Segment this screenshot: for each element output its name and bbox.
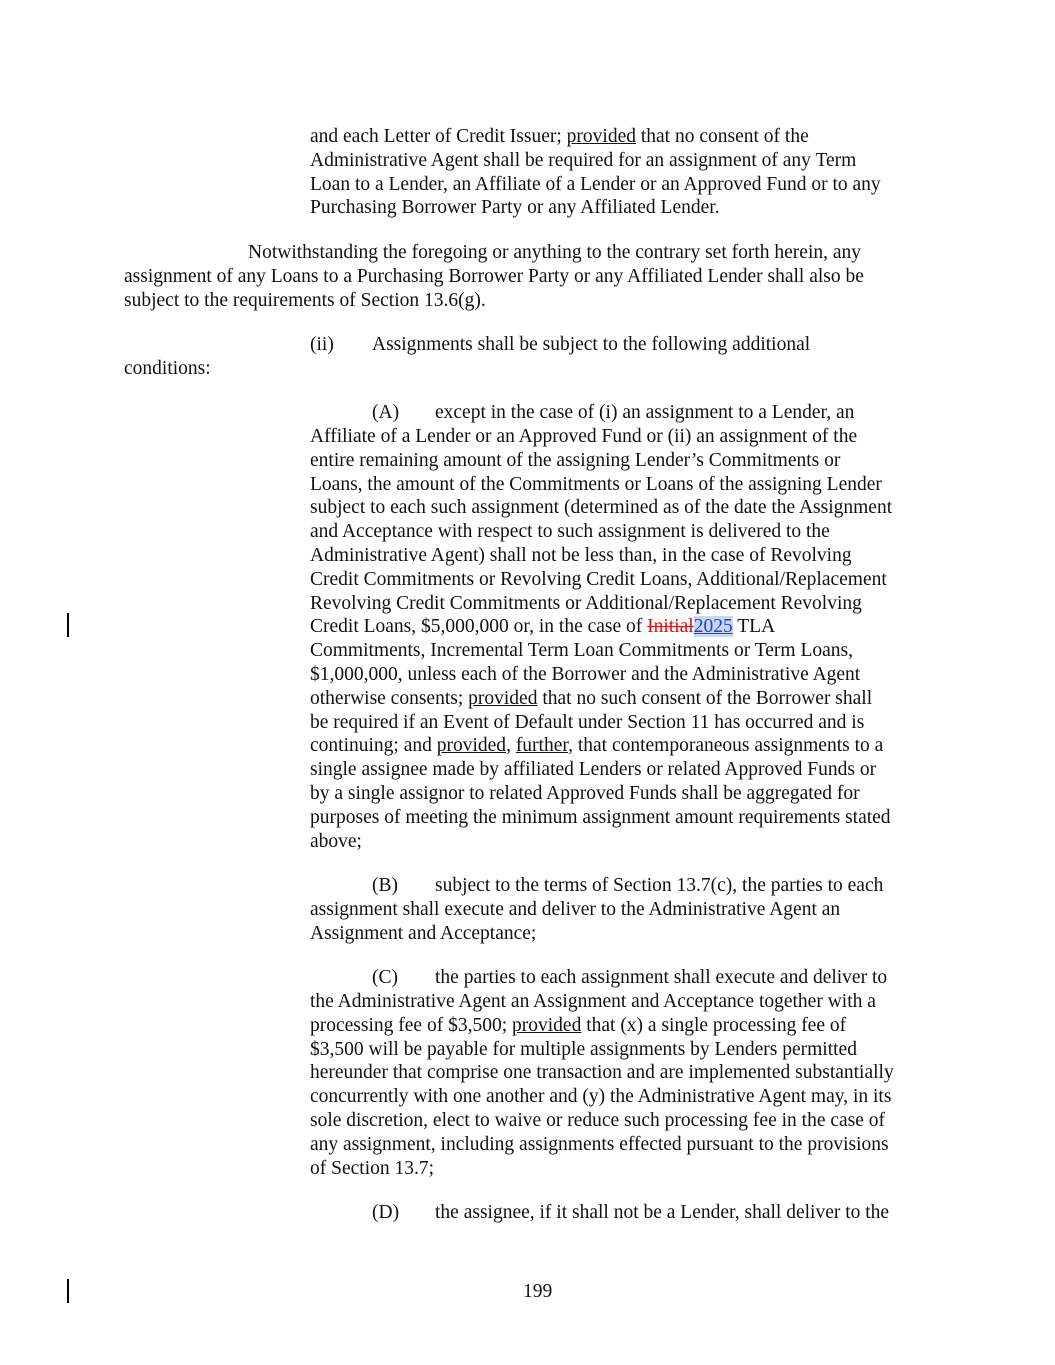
text-line: single assignee made by affiliated Lenders or related Approved Funds or	[310, 759, 877, 781]
clause-b-body	[310, 898, 840, 946]
text-line: the Administrative Agent an Assignment and Acceptance together with a	[310, 991, 876, 1012]
deleted-text: Initial	[647, 616, 694, 638]
text-line: subject to each such assignment (determined as of the date the Assignment	[310, 497, 893, 519]
text-line: assignment of any Loans to a Purchasing Borrower Party or any Affiliated Lender shall also be	[124, 265, 864, 287]
change-bar-footer	[67, 1279, 69, 1303]
text-line: Credit Commitments or Revolving Credit Loans, Additional/Replacement	[310, 568, 887, 590]
text-line: assignment shall execute and deliver to the Administrative Agent an	[310, 899, 841, 920]
notwithstanding-paragraph	[124, 241, 864, 312]
text-line: Affiliate of a Lender or an Approved Fund or (ii) an assignment of the	[310, 426, 858, 447]
text-line: subject to the requirements of Section 13.6(g).	[124, 289, 486, 311]
clause-b-first-line	[372, 874, 884, 898]
text-line: Notwithstanding the foregoing or anything to the contrary set forth herein, any	[248, 242, 862, 263]
clause-c-first-line	[372, 966, 888, 990]
underlined-term: provided	[468, 687, 538, 709]
text-line: otherwise consents; provided that no such consent of the Borrower shall	[310, 687, 873, 709]
clause-a-first-line	[372, 401, 855, 425]
change-bar-clause-a	[67, 613, 69, 637]
clause-b-lead: subject to the terms of Section 13.7(c), the parties to each	[435, 875, 884, 896]
text-line: concurrently with one another and (y) the Administrative Agent may, in its	[310, 1086, 892, 1108]
underlined-term: provided	[436, 735, 507, 757]
text-line: above;	[310, 830, 362, 852]
clause-a-lead: except in the case of (i) an assignment to a Lender, an	[435, 402, 855, 423]
text-line: by a single assignor to related Approved Funds shall be aggregated for	[310, 782, 860, 804]
text-line: purposes of meeting the minimum assignment amount requirements stated	[310, 806, 891, 828]
clause-c-label: (C)	[372, 967, 398, 988]
text-line: any assignment, including assignments effected pursuant to the provisions	[310, 1133, 889, 1155]
text-line: processing fee of $3,500; provided that (x) a single processing fee of	[310, 1014, 847, 1036]
text-line: Assignment and Acceptance;	[310, 922, 537, 944]
clause-c-lead: the parties to each assignment shall execute and deliver to	[435, 967, 888, 988]
text-line: entire remaining amount of the assigning Lender’s Commitments or	[310, 449, 841, 471]
text-line: Revolving Credit Commitments or Additional/Replacement Revolving	[310, 592, 862, 614]
text-line: hereunder that comprise one transaction and are implemented substantially	[310, 1062, 894, 1084]
text-line: Commitments, Incremental Term Loan Commitments or Term Loans,	[310, 640, 853, 662]
underlined-term: further	[515, 735, 569, 757]
clause-a-body	[310, 425, 892, 853]
text-line: be required if an Event of Default under Section 11 has occurred and is	[310, 711, 865, 733]
clause-a-label: (A)	[372, 402, 400, 423]
clause-ii-number: (ii)	[310, 334, 334, 355]
clause-b-label: (B)	[372, 875, 398, 896]
intro-paragraph	[310, 125, 881, 220]
text-line: continuing; and provided, further, that contemporaneous assignments to a	[310, 735, 884, 757]
text-line: Purchasing Borrower Party or any Affiliated Lender.	[310, 197, 720, 219]
clause-d-first-line	[372, 1201, 890, 1225]
text-line: $1,000,000, unless each of the Borrower and the Administrative Agent	[310, 663, 861, 685]
text-line: Administrative Agent) shall not be less than, in the case of Revolving	[310, 544, 852, 566]
underlined-term: provided	[512, 1014, 582, 1036]
clause-ii-text: Assignments shall be subject to the following additional	[372, 334, 811, 355]
text-line: Credit Loans, $5,000,000 or, in the case of Initial2025 TLA	[310, 616, 776, 638]
clause-ii-continuation: conditions:	[124, 358, 211, 379]
clause-ii	[310, 333, 811, 357]
clause-c-body	[310, 990, 894, 1180]
clause-d-label: (D)	[372, 1202, 400, 1223]
underlined-term: provided	[566, 126, 636, 147]
clause-d-lead: the assignee, if it shall not be a Lender, shall deliver to the	[435, 1202, 890, 1223]
text-line: Administrative Agent shall be required for an assignment of any Term	[310, 149, 857, 171]
text-line: of Section 13.7;	[310, 1157, 435, 1179]
text-line: Loans, the amount of the Commitments or Loans of the assigning Lender	[310, 473, 882, 495]
text-line: $3,500 will be payable for multiple assignments by Lenders permitted	[310, 1038, 857, 1060]
text-line: Loan to a Lender, an Affiliate of a Lender or an Approved Fund or to any	[310, 173, 881, 195]
inserted-text: 2025	[693, 616, 733, 638]
text-line: and each Letter of Credit Issuer; provided that no consent of the	[310, 126, 809, 147]
text-line: sole discretion, elect to waive or reduce such processing fee in the case of	[310, 1109, 886, 1131]
text-line: and Acceptance with respect to such assignment is delivered to the	[310, 521, 830, 543]
page-number: 199	[523, 1281, 553, 1302]
